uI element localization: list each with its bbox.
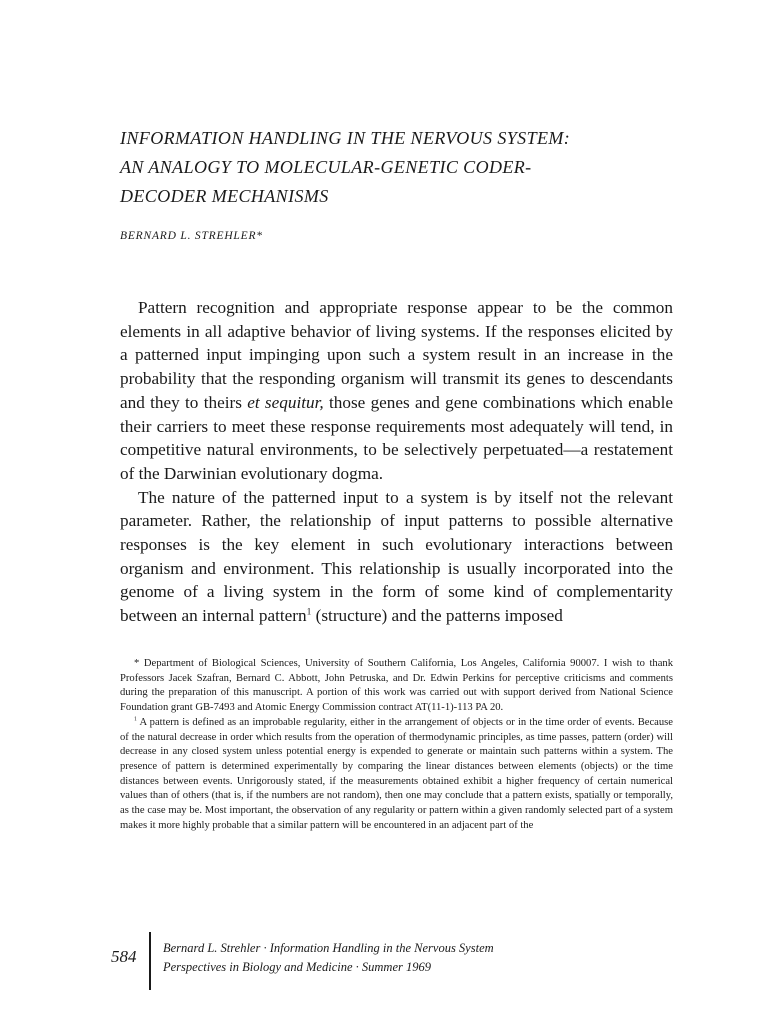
page-number: 584 xyxy=(111,947,137,966)
footer-line-2: Perspectives in Biology and Medicine · Summer 1969 xyxy=(163,960,431,974)
body-paragraph-1 xyxy=(120,296,673,486)
article-title xyxy=(120,124,680,211)
author-byline: BERNARD L. STREHLER* xyxy=(120,230,263,242)
footer-divider xyxy=(149,932,151,990)
body-p1-text-b: those genes and gene combinations which enable their carriers to meet these response requirements most adequately will tend, in competitive natural environments, to be selectively perpetuated—a restatement of the Darwinian evolutionary dogma. xyxy=(120,392,673,483)
article-body xyxy=(120,296,673,628)
body-p1-text-a: Pattern recognition and appropriate response appear to be the common elements in all adaptive behavior of living systems. If the responses elicited by a patterned input impinging upon such a system result in an increase in the probability that the responding organism will transmit its genes to descendants and they to theirs xyxy=(120,298,673,412)
body-p2-text-b: (structure) and the patterns imposed xyxy=(311,606,563,626)
footnotes xyxy=(120,657,673,833)
body-paragraph-2 xyxy=(120,486,673,628)
title-line-3: DECODER MECHANISMS xyxy=(120,186,329,206)
footnote-star: * Department of Biological Sciences, University of Southern California, Los Angeles, California 90007. I wish to thank Professors Jacek Szafran, Bernard C. Abbott, John Petruska, and Dr. Edwin Perkins for perceptive criticisms and comments during the preparation of this manuscript. A portion of this work was carried out with support derived from National Science Foundation grant GB-7493 and Atomic Energy Commission contract AT(11-1)-113 PA 20. xyxy=(120,658,673,714)
body-p2-text-a: The nature of the patterned input to a system is by itself not the relevant parameter. Rather, the relationship of input patterns to possible alternative responses is the key element in such evolutionary interactions between organism and environment. This relationship is usually incorporated into the genome of a living system in the form of some kind of complementarity between an internal pattern xyxy=(120,487,673,626)
running-footer xyxy=(163,939,494,977)
title-line-2: AN ANALOGY TO MOLECULAR-GENETIC CODER- xyxy=(120,157,532,177)
footnote-ref-1: 1 xyxy=(306,607,312,618)
footnote-1 xyxy=(120,716,673,834)
footer-line-1: Bernard L. Strehler · Information Handling in the Nervous System xyxy=(163,941,494,955)
footnote-1-text: A pattern is defined as an improbable regularity, either in the arrangement of objects or in the time order of events. Because of the natural decrease in order which results from the operation of thermodynamic principles, as time passes, pattern (order) will decrease in any closed system unless potential energy is expended to generate or maintain such patterns within a system. The presence of pattern is determined experimentally by comparing the linear distances between elements (objects) or the time distances between events. Unrigorously stated, if the measurements obtained exhibit a higher frequency of certain numerical values than of others (that is, if the numbers are not random), then one may conclude that a pattern exists, spatially or temporally, as the case may be. Most important, the observation of any regularity or pattern within a given randomly selected part of a system makes it more highly probable that a similar pattern will be encountered in an adjacent part of the xyxy=(120,716,673,831)
title-line-1: INFORMATION HANDLING IN THE NERVOUS SYSTEM: xyxy=(120,128,571,148)
body-p1-emphasis: et sequitur, xyxy=(247,392,324,412)
footnote-1-mark: 1 xyxy=(134,716,137,723)
